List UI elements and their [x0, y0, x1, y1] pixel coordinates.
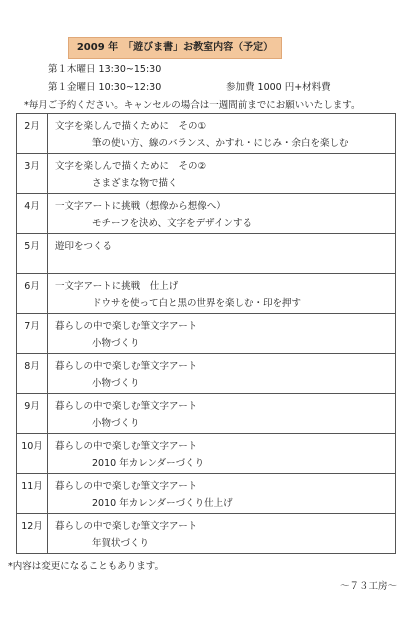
month-cell: 3月: [17, 154, 48, 194]
lesson-detail: 2010 年カレンダーづくり: [92, 458, 205, 469]
lesson-detail: 2010 年カレンダーづくり仕上げ: [92, 498, 233, 509]
table-row: [17, 114, 396, 154]
lesson-detail: モチーフを決め、文字をデザインする: [92, 218, 252, 229]
lesson-detail: 小物づくり: [92, 418, 140, 429]
content-cell: [48, 394, 396, 434]
content-cell: [48, 194, 396, 234]
lesson-title: 一文字アートに挑戦 仕上げ: [55, 281, 179, 292]
month-cell: 4月: [17, 194, 48, 234]
lesson-title: 暮らしの中で楽しむ筆文字アート: [55, 521, 198, 532]
lesson-title: 暮らしの中で楽しむ筆文字アート: [55, 481, 198, 492]
content-cell: [48, 354, 396, 394]
lesson-title: 遊印をつくる: [55, 241, 113, 252]
table-row: [17, 394, 396, 434]
table-row: [17, 234, 396, 274]
content-cell: [48, 154, 396, 194]
content-cell: [48, 474, 396, 514]
lesson-title: 文字を楽しんで描くために その①: [55, 121, 207, 132]
signature: ～７３工房～: [340, 581, 398, 592]
content-cell: [48, 314, 396, 354]
month-cell: 7月: [17, 314, 48, 354]
lesson-detail: 年賀状づくり: [92, 538, 150, 549]
lesson-title: 文字を楽しんで描くために その②: [55, 161, 207, 172]
schedule-thursday: 第１木曜日 13:30~15:30: [48, 64, 162, 75]
table-row: [17, 434, 396, 474]
change-note: *内容は変更になることもあります。: [8, 561, 164, 572]
lesson-detail: 小物づくり: [92, 378, 140, 389]
month-cell: 2月: [17, 114, 48, 154]
content-cell: [48, 434, 396, 474]
content-cell: [48, 274, 396, 314]
content-cell: [48, 234, 396, 274]
table-row: [17, 514, 396, 554]
table-row: [17, 314, 396, 354]
table-row: [17, 474, 396, 514]
lesson-detail: さまざまな物で描く: [92, 178, 178, 189]
content-cell: [48, 114, 396, 154]
month-cell: 5月: [17, 234, 48, 274]
month-cell: 10月: [17, 434, 48, 474]
program-table-body: [17, 114, 396, 554]
program-table: [16, 113, 396, 554]
lesson-title: 暮らしの中で楽しむ筆文字アート: [55, 401, 198, 412]
lesson-title: 一文字アートに挑戦（想像から想像へ）: [55, 201, 226, 212]
schedule-friday: 第１金曜日 10:30~12:30: [48, 82, 162, 93]
month-cell: 9月: [17, 394, 48, 434]
month-cell: 11月: [17, 474, 48, 514]
lesson-detail: 小物づくり: [92, 338, 140, 349]
document-title: 2009 年 「遊びま書」お教室内容（予定）: [68, 37, 282, 59]
lesson-title: 暮らしの中で楽しむ筆文字アート: [55, 361, 198, 372]
content-cell: [48, 514, 396, 554]
table-row: [17, 354, 396, 394]
month-cell: 12月: [17, 514, 48, 554]
month-cell: 6月: [17, 274, 48, 314]
table-row: [17, 274, 396, 314]
fee-text: 参加費 1000 円+材料費: [226, 82, 331, 93]
table-row: [17, 194, 396, 234]
lesson-detail: 筆の使い方、線のバランス、かすれ・にじみ・余白を楽しむ: [92, 138, 349, 149]
month-cell: 8月: [17, 354, 48, 394]
reservation-note: *毎月ご予約ください。キャンセルの場合は一週間前までにお願いいたします。: [24, 100, 361, 111]
lesson-title: 暮らしの中で楽しむ筆文字アート: [55, 441, 198, 452]
table-row: [17, 154, 396, 194]
lesson-title: 暮らしの中で楽しむ筆文字アート: [55, 321, 198, 332]
lesson-detail: ドウサを使って白と黒の世界を楽しむ・印を押す: [92, 298, 302, 309]
